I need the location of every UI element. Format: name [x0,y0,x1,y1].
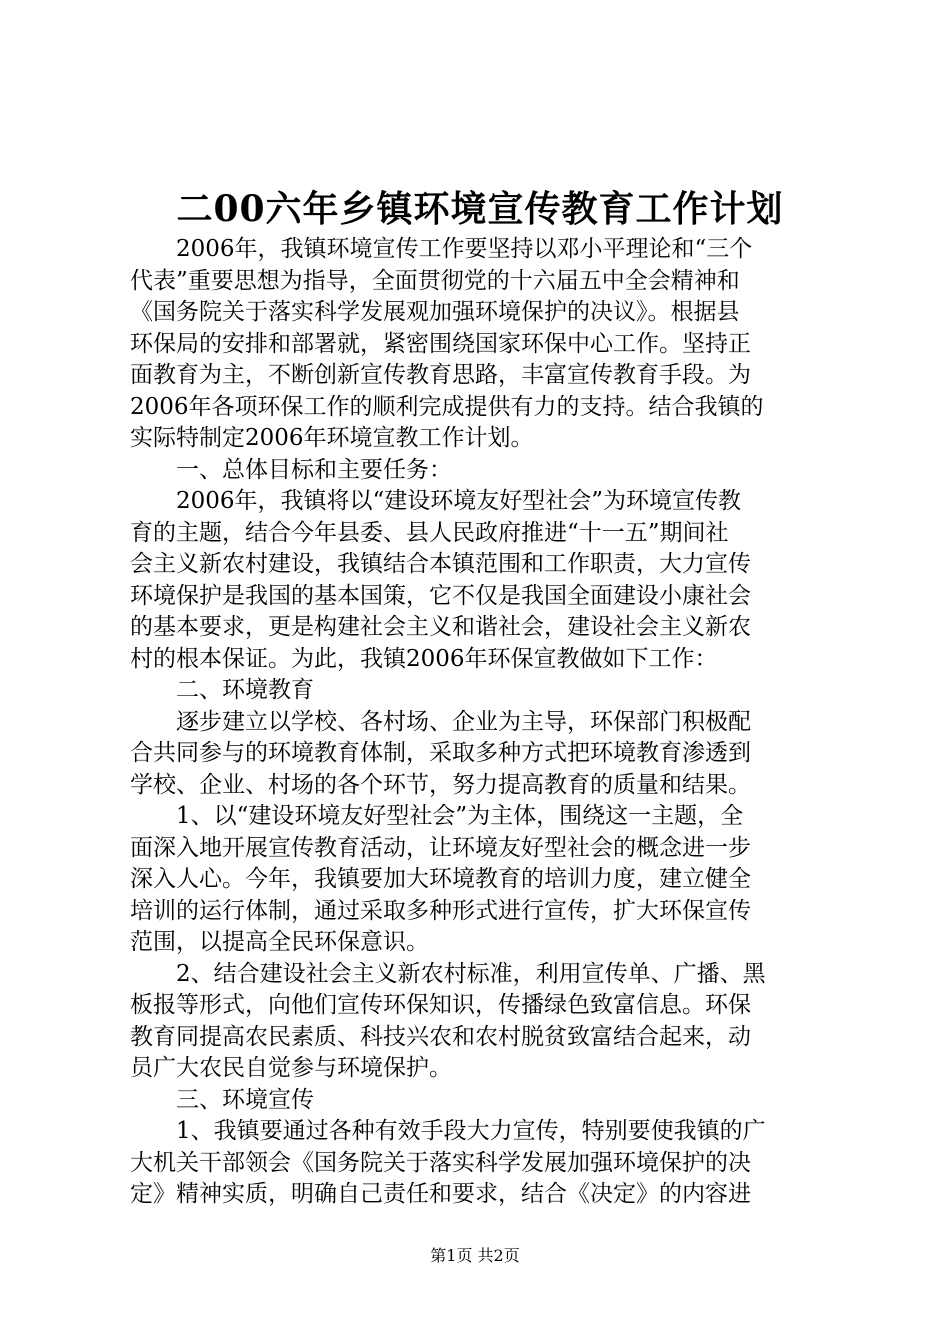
text-line: 的基本要求，更是构建社会主义和谐社会，建设社会主义新农 [130,614,751,640]
document-title: 二00六年乡镇环境宣传教育工作计划 [176,188,784,230]
text-line: 培训的运行体制，通过采取多种形式进行宣传，扩大环保宣传 [130,897,751,924]
text-line: 1、我镇要通过各种有效手段大力宣传，特别要使我镇的广 [176,1118,766,1144]
text-line: 深入人心。今年，我镇要加大环境教育的培训力度，建立健全 [130,866,751,892]
text-line: 面教育为主，不断创新宣传教育思路，丰富宣传教育手段。为 [130,362,751,388]
text-line: 逐步建立以学校、各村场、企业为主导，环保部门积极配 [176,708,751,735]
text-line: 2006年，我镇将以“建设环境友好型社会”为环境宣传教 [176,488,742,514]
text-line: 环境保护是我国的基本国策，它不仅是我国全面建设小康社会 [130,582,751,609]
text-line: 代表”重要思想为指导，全面贯彻党的十六届五中全会精神和 [130,267,740,294]
text-line: 范围，以提高全民环保意识。 [130,929,429,955]
text-line: 环保局的安排和部署就，紧密围绕国家环保中心工作。坚持正 [130,330,751,357]
text-line: 二、环境教育 [176,677,314,703]
text-line: 一、总体目标和主要任务： [176,456,452,483]
page-footer: 第1页 共2页 [430,1246,520,1265]
text-line: 会主义新农村建设，我镇结合本镇范围和工作职责，大力宣传 [130,551,751,577]
text-line: 《国务院关于落实科学发展观加强环境保护的决议》。根据县 [130,299,740,325]
text-line: 育的主题，结合今年县委、县人民政府推进“十一五”期间社 [130,519,729,546]
text-line: 员广大农民自觉参与环境保护。 [130,1055,452,1081]
text-line: 1、以“建设环境友好型社会”为主体，围绕这一主题，全 [176,803,744,829]
text-line: 教育同提高农民素质、科技兴农和农村脱贫致富结合起来，动 [130,1023,751,1050]
text-line: 2006年各项环保工作的顺利完成提供有力的支持。结合我镇的 [130,393,764,420]
text-line: 学校、企业、村场的各个环节，努力提高教育的质量和结果。 [130,771,751,798]
text-line: 2、结合建设社会主义新农村标准，利用宣传单、广播、黑 [176,960,766,987]
text-line: 实际特制定2006年环境宣教工作计划。 [130,425,534,451]
text-line: 三、环境宣传 [176,1086,314,1113]
text-line: 板报等形式，向他们宣传环保知识，传播绿色致富信息。环保 [130,992,751,1018]
document-body [130,234,830,1211]
text-line: 2006年，我镇环境宣传工作要坚持以邓小平理论和“三个 [176,236,753,262]
text-line: 面深入地开展宣传教育活动，让环境友好型社会的概念进一步 [130,834,751,861]
text-line: 村的根本保证。为此，我镇2006年环保宣教做如下工作： [130,645,718,672]
text-line: 大机关干部领会《国务院关于落实科学发展加强环境保护的决 [130,1149,751,1176]
text-line: 合共同参与的环境教育体制，采取多种方式把环境教育渗透到 [130,740,751,766]
text-line: 定》精神实质，明确自己责任和要求，结合《决定》的内容进 [130,1181,751,1207]
